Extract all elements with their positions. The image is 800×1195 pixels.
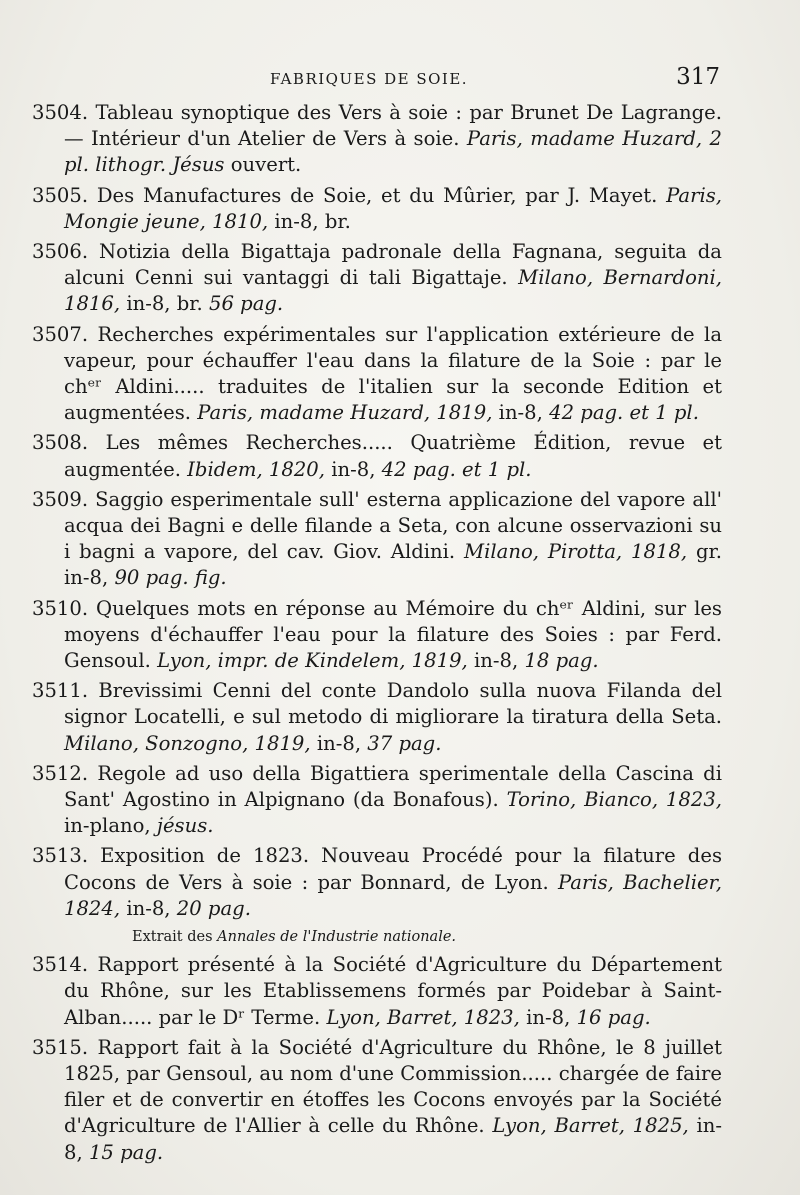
entry-title: Les mêmes Recherches..... Quatrième Édition, revue et augmentée. [64,431,723,481]
entry-pages: 18 pag. [524,649,599,673]
entry-format: in-plano, [64,814,151,838]
entry-title: Regole ad uso della Bigattiera sperimentale della Cascina di Sant' Agostino in Alpignano (da Bonafous). [64,761,722,812]
entry-number: 3504. [32,101,89,124]
entry-publisher: Lyon, impr. de Kindelem, 1819, [157,649,468,673]
page-number: 317 [676,64,720,90]
entry-3504 [32,100,722,179]
entry-pages: 42 pag. et 1 pl. [381,457,532,481]
entry-pages: 56 pag. [208,292,284,316]
entry-publisher: Milano, Pirotta, 1818, [464,540,688,564]
entry-title: Saggio esperimentale sull' esterna applicazione del vapore all' acqua dei Bagni e delle filande a Seta, con alcune osservazioni su i bagni a vapore, del cav. Giov. Aldini. [64,487,723,564]
entry-number: 3513. [32,844,89,868]
entry-title: Des Manufactures de Soie, et du Mûrier, par J. Mayet. [96,183,658,207]
entry-3505 [32,183,722,235]
entry-number: 3515. [32,1035,89,1059]
bibliography-entries [32,100,722,1170]
entry-format: Jésus [172,153,225,177]
running-head [60,64,720,96]
entry-number: 3505. [32,183,89,207]
entry-3514 [32,952,722,1031]
entry-number: 3514. [32,953,89,977]
entry-3515 [32,1035,722,1166]
entry-pages: 90 pag. fig. [114,566,227,590]
entry-number: 3509. [32,487,89,511]
entry-number: 3508. [32,431,89,455]
entry-publisher: Lyon, Barret, 1823, [326,1005,520,1029]
entry-3508 [32,430,722,482]
entry-format: in-8, [474,649,519,673]
entry-number: 3506. [32,240,89,264]
entry-publisher: Ibidem, 1820, [187,457,325,481]
entry-publisher: Milano, Sonzogno, 1819, [64,731,311,755]
entry-title: Notizia della Bigattaja padronale della Fagnana, seguita da alcuni Cenni sui vantaggi di tali Bigattaje. [64,240,722,290]
entry-publisher: Paris, Bachelier, 1824, [64,870,723,920]
entry-format: in-8, [316,731,362,755]
entry-pages: 15 pag. [88,1140,164,1164]
entry-number: 3510. [32,596,89,620]
entry-pages: 42 pag. et 1 pl. [549,401,699,425]
entry-title: Rapport fait à la Société d'Agriculture du Rhône, le 8 juillet 1825, par Gensoul, au nom d'une Commission..... chargée de faire filer et de convertir en étoffes les Cocons envoyés par la Société d'Agriculture de l'Allier à celle du Rhône. [64,1035,722,1138]
entry-format: in-8, [64,1114,723,1164]
entry-publisher: Milano, Bernardoni, 1816, [64,266,722,316]
entry-format: in-8, br. [126,292,203,316]
entry-format: gr. in-8, [64,540,722,590]
note-prefix: Extrait des [132,929,213,946]
entry-3507 [32,322,722,427]
entry-format: in-8, [126,896,171,920]
running-title: FABRIQUES DE SOIE. [270,70,469,88]
entry-pages: 16 pag. [576,1005,651,1029]
entry-3513 [32,843,722,922]
entry-format: in-8, [526,1005,571,1029]
entry-publisher: Paris, madame Huzard, [466,127,703,151]
entry-publisher: Torino, Bianco, 1823, [506,788,723,812]
entry-pages: 20 pag. [176,896,251,920]
entry-3509 [32,487,722,592]
entry-publisher: Paris, Mongie jeune, 1810, [64,183,722,233]
entry-pages: 37 pag. [367,731,442,755]
entry-format: in-8, [498,401,543,425]
entry-3510 [32,596,722,675]
entry-3513-note [132,926,722,948]
entry-publisher: Lyon, Barret, 1825, [492,1114,689,1138]
entry-number: 3511. [32,679,89,703]
entry-paper-size: jésus. [156,814,214,838]
entry-format: in-8, [331,457,376,481]
entry-number: 3507. [32,322,89,346]
entry-title: Quelques mots en réponse au Mémoire du chᵉʳ Aldini, sur les moyens d'échauffer l'eau pour la filature des Soies : par Ferd. Gensoul. [64,596,722,673]
entry-number: 3512. [32,761,89,785]
entry-title: Tableau synoptique des Vers à soie : par Brunet De Lagrange. — Intérieur d'un Atelier de Vers à soie. [64,101,722,151]
entry-publisher: Paris, madame Huzard, 1819, [197,401,493,425]
entry-3512 [32,761,722,840]
entry-title: Brevissimi Cenni del conte Dandolo sulla nuova Filanda del signor Locatelli, e sul metodo di migliorare la tiratura della Seta. [64,679,722,729]
entry-3506 [32,239,722,318]
entry-title: Rapport présenté à la Société d'Agriculture du Département du Rhône, sur les Etablissemens formés par Poidebar à Saint-Alban..... par le Dʳ Terme. [64,953,722,1029]
entry-format-detail: ouvert. [230,153,302,177]
entry-format: in-8, br. [274,209,351,233]
entry-3511 [32,678,722,757]
entry-plates: 2 pl. lithogr. [64,127,722,177]
entry-title: Recherches expérimentales sur l'application extérieure de la vapeur, pour échauffer l'eau dans la filature de la Soie : par le chᵉʳ Aldini..... traduites de l'italien sur la seconde Edition et augmentées. [64,322,723,425]
entry-title: Exposition de 1823. Nouveau Procédé pour la filature des Cocons de Vers à soie : par Bonnard, de Lyon. [64,844,722,894]
note-source: Annales de l'Industrie nationale. [217,929,457,946]
